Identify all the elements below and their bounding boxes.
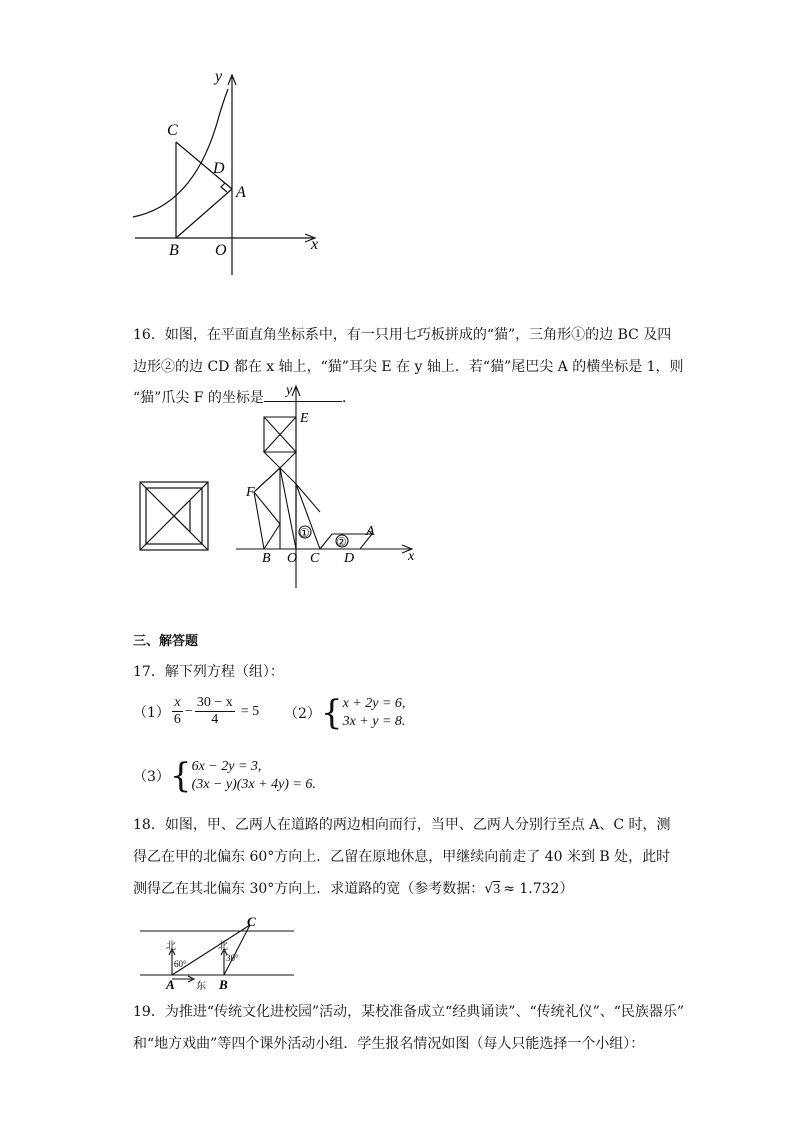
q19-line-2: 和“地方戏曲”等四个课外活动小组．学生报名情况如图（每人只能选择一个小组）： (133, 1036, 645, 1052)
fig16-label-D: D (344, 551, 355, 566)
q17-stem: 17．解下列方程（组）： (133, 664, 284, 680)
q17-part-3 (133, 758, 316, 794)
q18-line-3-end: ≈ 1.732） (503, 881, 574, 897)
figure-18-road (136, 915, 298, 993)
fig16-label-F: F (246, 485, 255, 500)
q18-line-1: 18．如图，甲、乙两人在道路的两边相向而行，当甲、乙两人分别行至点 A、C 时，测 (133, 817, 671, 833)
fig16-label-B: B (262, 551, 271, 566)
q17-p1-den1: 6 (173, 712, 181, 727)
q17-p1-rhs: = 5 (240, 703, 260, 719)
fig15-label-x: x (311, 236, 319, 253)
cat-body-right (280, 468, 296, 549)
q17-p2-eq1: x + 2y = 6, (342, 696, 406, 711)
q17-p1-frac2 (195, 695, 235, 728)
fig15-label-A: A (236, 184, 246, 201)
fig18-north-1: 北 (166, 941, 176, 952)
fig18-label-B: B (219, 977, 228, 992)
fig18-north-2: 北 (218, 941, 228, 952)
fig18-angle-30: 30° (226, 953, 239, 963)
fig16-label-one: ① (299, 526, 310, 540)
q17-p3-system (192, 758, 316, 794)
fig15-arc (133, 89, 228, 217)
fig16-label-y: y (286, 383, 293, 398)
q17-part-2 (284, 695, 405, 731)
fig18-east: 东 (196, 981, 206, 992)
q18-line-3-text: 测得乙在其北偏东 30°方向上．求道路的宽（参考数据： (133, 881, 485, 897)
q17-p2-system (343, 695, 406, 731)
q16-line-1: 16．如图，在平面直角坐标系中，有一只用七巧板拼成的“猫”，三角形①的边 BC 及四 (133, 327, 672, 343)
q18-line-3 (133, 873, 573, 906)
sqrt-arg: 3 (493, 882, 501, 897)
fig15-label-O: O (215, 242, 227, 259)
q17-p3-label: （3） (133, 769, 170, 785)
fig15-label-C: C (167, 122, 178, 139)
q16-line-3-end: ． (341, 390, 356, 406)
q17-p2-eq2: 3x + y = 8. (342, 714, 406, 729)
fig15-label-D: D (213, 160, 225, 177)
q17-p3-eq1: 6x − 2y = 3, (191, 759, 262, 774)
q16-line-2: 边形②的边 CD 都在 x 轴上，“猫”耳尖 E 在 y 轴上．若“猫”尾巴尖 A 的横坐标是 1，则 (133, 359, 684, 375)
fig16-label-O: O (287, 551, 298, 566)
q17-p2-label: （2） (284, 706, 321, 722)
q17-p2-brace: { (320, 693, 343, 733)
tangram-square-figure (138, 480, 212, 552)
q17-p3-brace: { (169, 756, 192, 796)
fig15-label-B: B (169, 242, 179, 259)
section-3-title: 三、解答题 (133, 634, 199, 649)
fig16-label-C: C (310, 551, 320, 566)
q17-p1-num2: 30 − x (196, 695, 233, 710)
q17-p1-minus: − (184, 703, 193, 719)
fig16-label-A: A (366, 524, 375, 539)
sqrt-symbol: √ (484, 881, 494, 897)
q18-line-2: 得乙在甲的北偏东 60°方向上．乙留在原地休息，甲继续向前走了 40 米到 B 处，此时 (133, 849, 671, 865)
q17-p1-frac1 (172, 695, 183, 728)
cat-neck (264, 452, 296, 468)
fig18-angle-60: 60° (174, 959, 187, 969)
figure-15 (125, 65, 335, 280)
q17-p3-eq2: (3x − y)(3x + 4y) = 6. (191, 777, 316, 792)
q17-p1-num1: x (174, 695, 181, 710)
q17-p1-den2: 4 (211, 712, 219, 727)
q16-line-3-text: “猫”爪尖 F 的坐标是 (133, 390, 264, 406)
figure-16-cat (232, 382, 422, 592)
fig16-label-two: ② (336, 535, 347, 549)
fig15-line-BA (176, 189, 232, 238)
q17-p1-label: （1） (133, 704, 170, 721)
q19-line-1: 19．为推进“传统文化进校园”活动，某校准备成立“经典诵读”、“传统礼仪”、“民族器乐” (133, 1004, 685, 1020)
fig18-label-A: A (166, 977, 175, 992)
q17-part-1 (133, 695, 259, 728)
fig18-label-C: C (247, 915, 256, 929)
fig16-label-x: x (408, 549, 415, 564)
fig15-label-y: y (215, 68, 223, 85)
fig16-label-E: E (300, 411, 309, 426)
